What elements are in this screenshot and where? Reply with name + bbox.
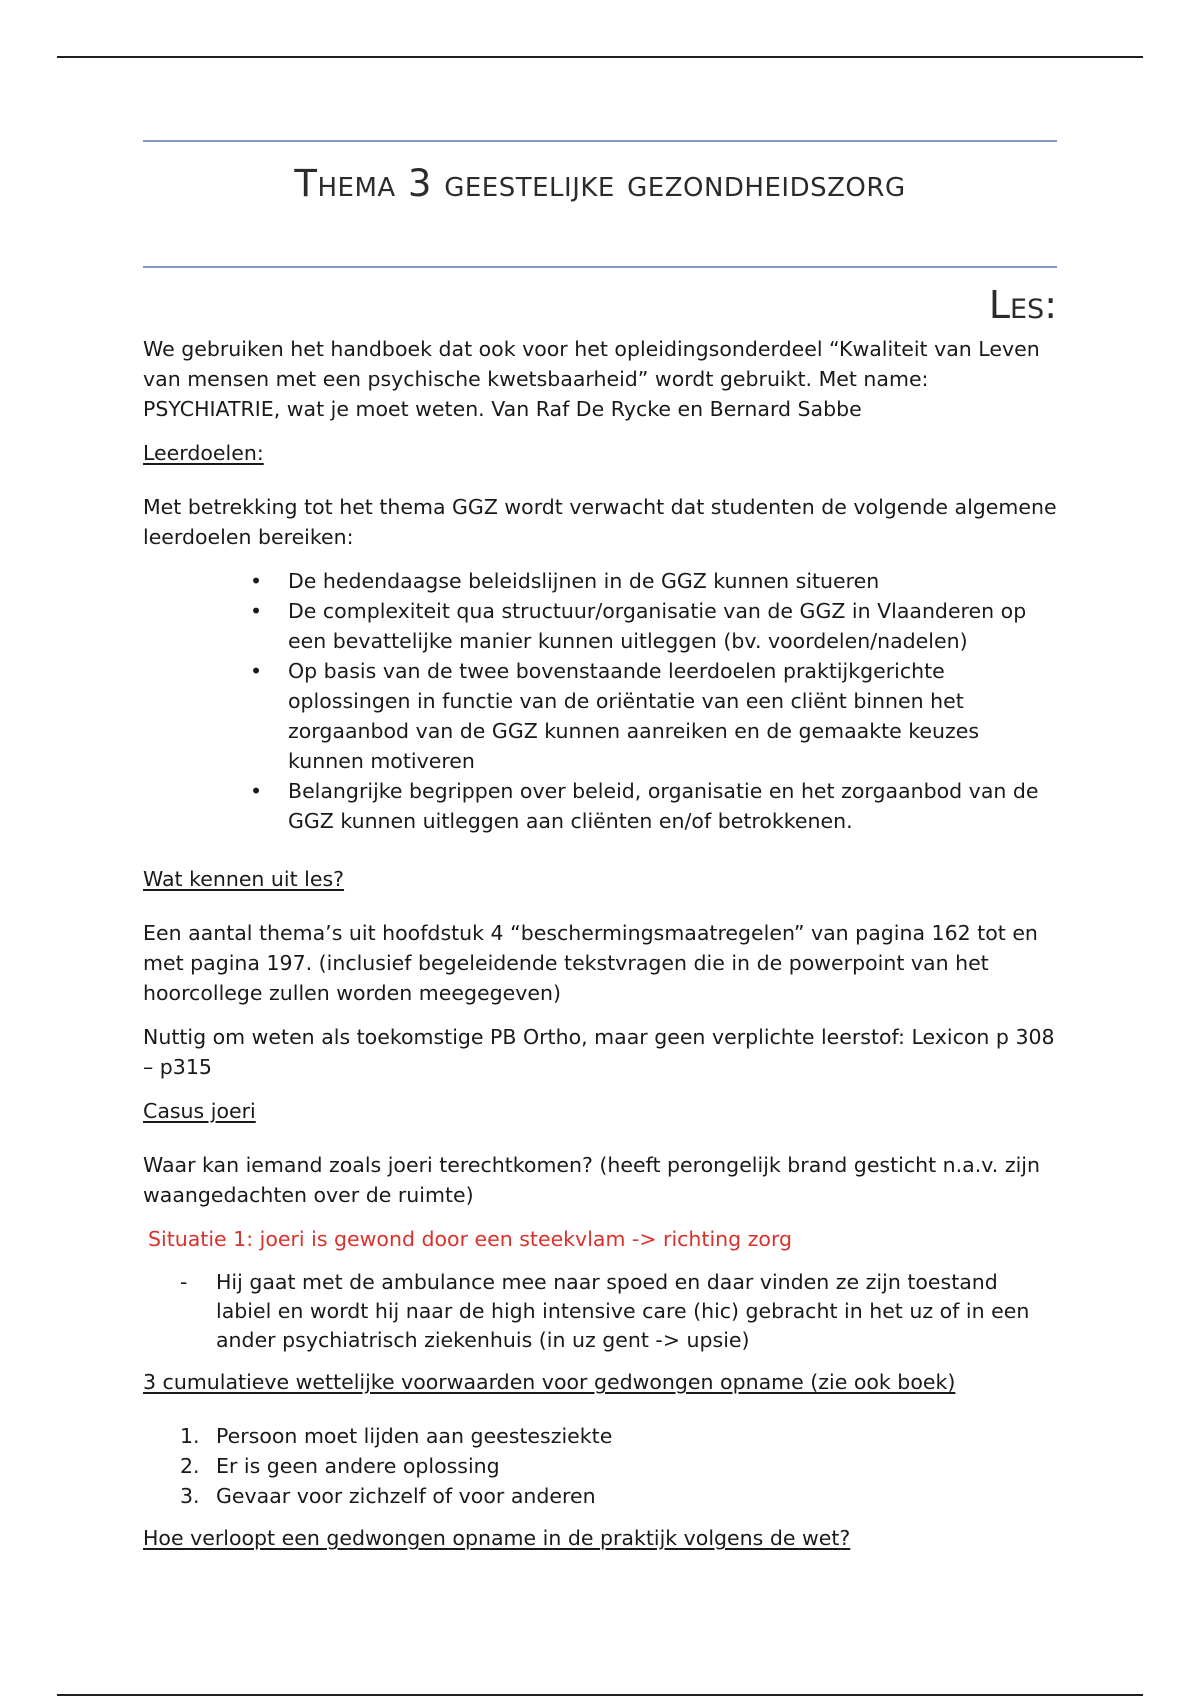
kennen-heading: Wat kennen uit les? xyxy=(143,867,345,891)
voorwaarden-list xyxy=(143,1421,1057,1511)
list-item: - Hij gaat met de ambulance mee naar spoed en daar vinden ze zijn toestand labiel en wordt hij naar de high intensive care (hic) gebracht in het uz of in een ander psychiatrisch ziekenhuis (in uz gent -> upsie) xyxy=(216,1268,1057,1355)
title-top-rule xyxy=(143,140,1057,142)
title-bottom-rule xyxy=(143,266,1057,268)
gedwongen-opname-heading: Hoe verloopt een gedwongen opname in de praktijk volgens de wet? xyxy=(143,1526,851,1550)
page-top-rule xyxy=(57,56,1143,58)
situatie-dash-list xyxy=(143,1268,1057,1355)
kennen-paragraph-1: Een aantal thema’s uit hoofdstuk 4 “beschermingsmaatregelen” van pagina 162 tot en met pagina 197. (inclusief begeleidende tekstvragen die in de powerpoint van het hoorcollege zullen worden meegegeven) xyxy=(143,921,1038,1005)
document-title: Thema 3 geestelijke gezondheidszorg xyxy=(294,162,906,205)
list-item: • Belangrijke begrippen over beleid, organisatie en het zorgaanbod van de GGZ kunnen uitleggen aan cliënten en/of betrokkenen. xyxy=(288,776,1057,836)
list-number: 3. xyxy=(180,1484,200,1508)
list-text: Er is geen andere oplossing xyxy=(216,1454,500,1478)
list-item xyxy=(180,1481,1057,1511)
leerdoelen-list xyxy=(143,566,1057,836)
list-text: Persoon moet lijden aan geestesziekte xyxy=(216,1424,613,1448)
list-text: Gevaar voor zichzelf of voor anderen xyxy=(216,1484,596,1508)
list-item: • De complexiteit qua structuur/organisatie van de GGZ in Vlaanderen op een bevattelijke manier kunnen uitleggen (bv. voordelen/nadelen) xyxy=(288,596,1057,656)
list-item: • Op basis van de twee bovenstaande leerdoelen praktijkgerichte oplossingen in functie van de oriëntatie van een cliënt binnen het zorgaanbod van de GGZ kunnen aanreiken en de gemaakte keuzes kunnen motiveren xyxy=(288,656,1057,776)
kennen-paragraph-2: Nuttig om weten als toekomstige PB Ortho, maar geen verplichte leerstof: Lexicon p 308 – p315 xyxy=(143,1025,1055,1079)
list-item xyxy=(180,1451,1057,1481)
document-body xyxy=(143,140,1057,1577)
page-bottom-rule xyxy=(57,1694,1143,1696)
list-item xyxy=(180,1421,1057,1451)
leerdoelen-heading: Leerdoelen: xyxy=(143,441,264,465)
leerdoelen-intro: Met betrekking tot het thema GGZ wordt verwacht dat studenten de volgende algemene leerdoelen bereiken: xyxy=(143,495,1057,549)
list-number: 1. xyxy=(180,1424,200,1448)
list-item: • De hedendaagse beleidslijnen in de GGZ kunnen situeren xyxy=(288,566,1057,596)
situatie-1: Situatie 1: joeri is gewond door een steekvlam -> richting zorg xyxy=(148,1227,793,1251)
section-label-les: Les: xyxy=(988,283,1057,327)
casus-question: Waar kan iemand zoals joeri terechtkomen? (heeft perongelijk brand gesticht n.a.v. zijn waangedachten over de ruimte) xyxy=(143,1153,1040,1207)
intro-paragraph: We gebruiken het handboek dat ook voor het opleidingsonderdeel “Kwaliteit van Leven van mensen met een psychische kwetsbaarheid” wordt gebruikt. Met name: PSYCHIATRIE, wat je moet weten. Van Raf De Rycke en Bernard Sabbe xyxy=(143,337,1040,421)
casus-heading: Casus joeri xyxy=(143,1099,256,1123)
list-number: 2. xyxy=(180,1454,200,1478)
voorwaarden-heading: 3 cumulatieve wettelijke voorwaarden voor gedwongen opname (zie ook boek) xyxy=(143,1370,956,1394)
